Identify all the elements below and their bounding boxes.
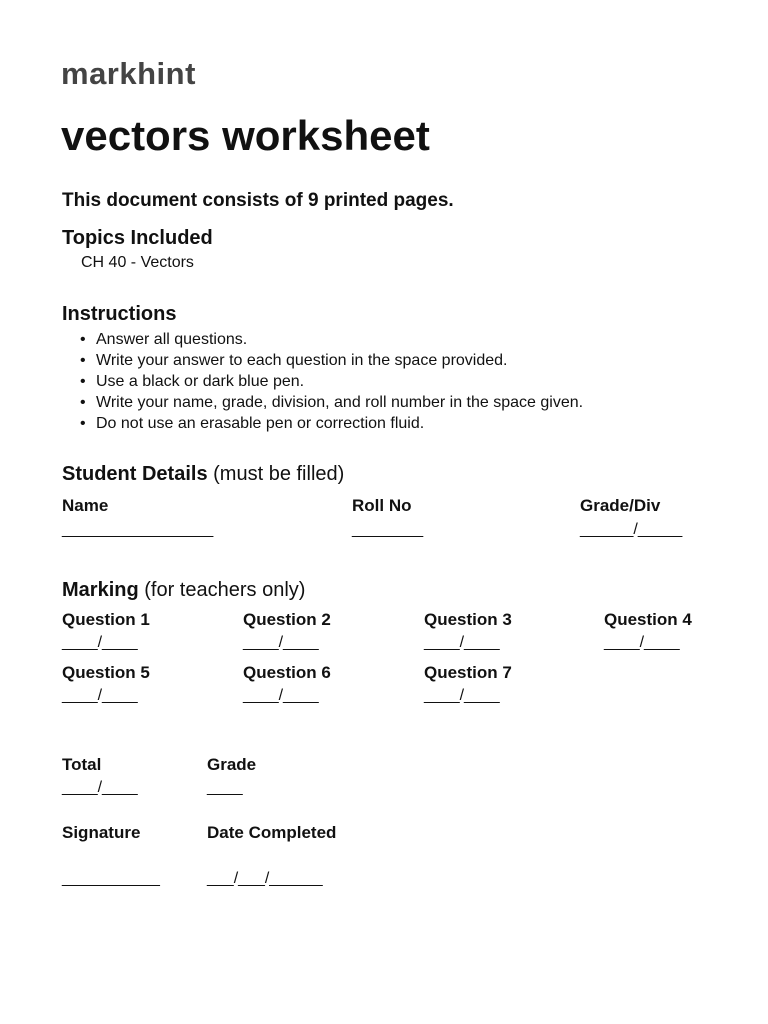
instruction-item: • Write your answer to each question in the space provided. (80, 352, 508, 369)
total-label: Total (62, 755, 102, 774)
student-details-subheading: (must be filled) (213, 463, 345, 485)
topic-item: CH 40 - Vectors (81, 254, 194, 271)
page-title: vectors worksheet (61, 112, 430, 159)
question-5-score-field[interactable]: ____/____ (62, 687, 138, 704)
roll-no-field[interactable]: ________ (352, 521, 424, 538)
question-4-label: Question 4 (604, 610, 692, 629)
bullet-icon: • (80, 352, 86, 369)
instruction-item: • Answer all questions. (80, 331, 248, 348)
bullet-icon: • (80, 394, 86, 411)
topics-heading: Topics Included (62, 227, 213, 249)
grade-field[interactable]: ____ (207, 779, 243, 796)
question-5-label: Question 5 (62, 663, 150, 682)
name-label: Name (62, 496, 109, 515)
markhint-logo: markhint (61, 56, 196, 91)
question-2-label: Question 2 (243, 610, 331, 629)
date-completed-label: Date Completed (207, 823, 337, 842)
question-6-score-field[interactable]: ____/____ (243, 687, 319, 704)
pages-note: This document consists of 9 printed pages. (62, 190, 454, 211)
question-4-score-field[interactable]: ____/____ (604, 634, 680, 651)
instruction-item: • Do not use an erasable pen or correction fluid. (80, 415, 425, 432)
total-score-field[interactable]: ____/____ (62, 779, 138, 796)
question-3-label: Question 3 (424, 610, 512, 629)
name-field[interactable]: _________________ (62, 521, 214, 538)
marking-subheading: (for teachers only) (144, 579, 306, 601)
marking-heading: Marking (for teachers only) (62, 579, 306, 601)
grade-div-label: Grade/Div (580, 496, 661, 515)
question-3-score-field[interactable]: ____/____ (424, 634, 500, 651)
question-7-label: Question 7 (424, 663, 512, 682)
question-1-label: Question 1 (62, 610, 150, 629)
signature-field[interactable]: ___________ (62, 870, 160, 887)
grade-label: Grade (207, 755, 257, 774)
date-completed-field[interactable]: ___/___/______ (207, 870, 323, 887)
instructions-list (80, 329, 583, 434)
question-1-score-field[interactable]: ____/____ (62, 634, 138, 651)
question-2-score-field[interactable]: ____/____ (243, 634, 319, 651)
roll-no-label: Roll No (352, 496, 412, 515)
bullet-icon: • (80, 373, 86, 390)
bullet-icon: • (80, 331, 86, 348)
signature-label: Signature (62, 823, 141, 842)
instruction-item: • Use a black or dark blue pen. (80, 373, 305, 390)
bullet-icon: • (80, 415, 86, 432)
instruction-item: • Write your name, grade, division, and roll number in the space given. (80, 394, 584, 411)
student-details-heading: Student Details (must be filled) (62, 463, 345, 485)
question-6-label: Question 6 (243, 663, 331, 682)
grade-div-field[interactable]: ______/_____ (580, 521, 683, 538)
instructions-heading: Instructions (62, 303, 177, 325)
question-7-score-field[interactable]: ____/____ (424, 687, 500, 704)
